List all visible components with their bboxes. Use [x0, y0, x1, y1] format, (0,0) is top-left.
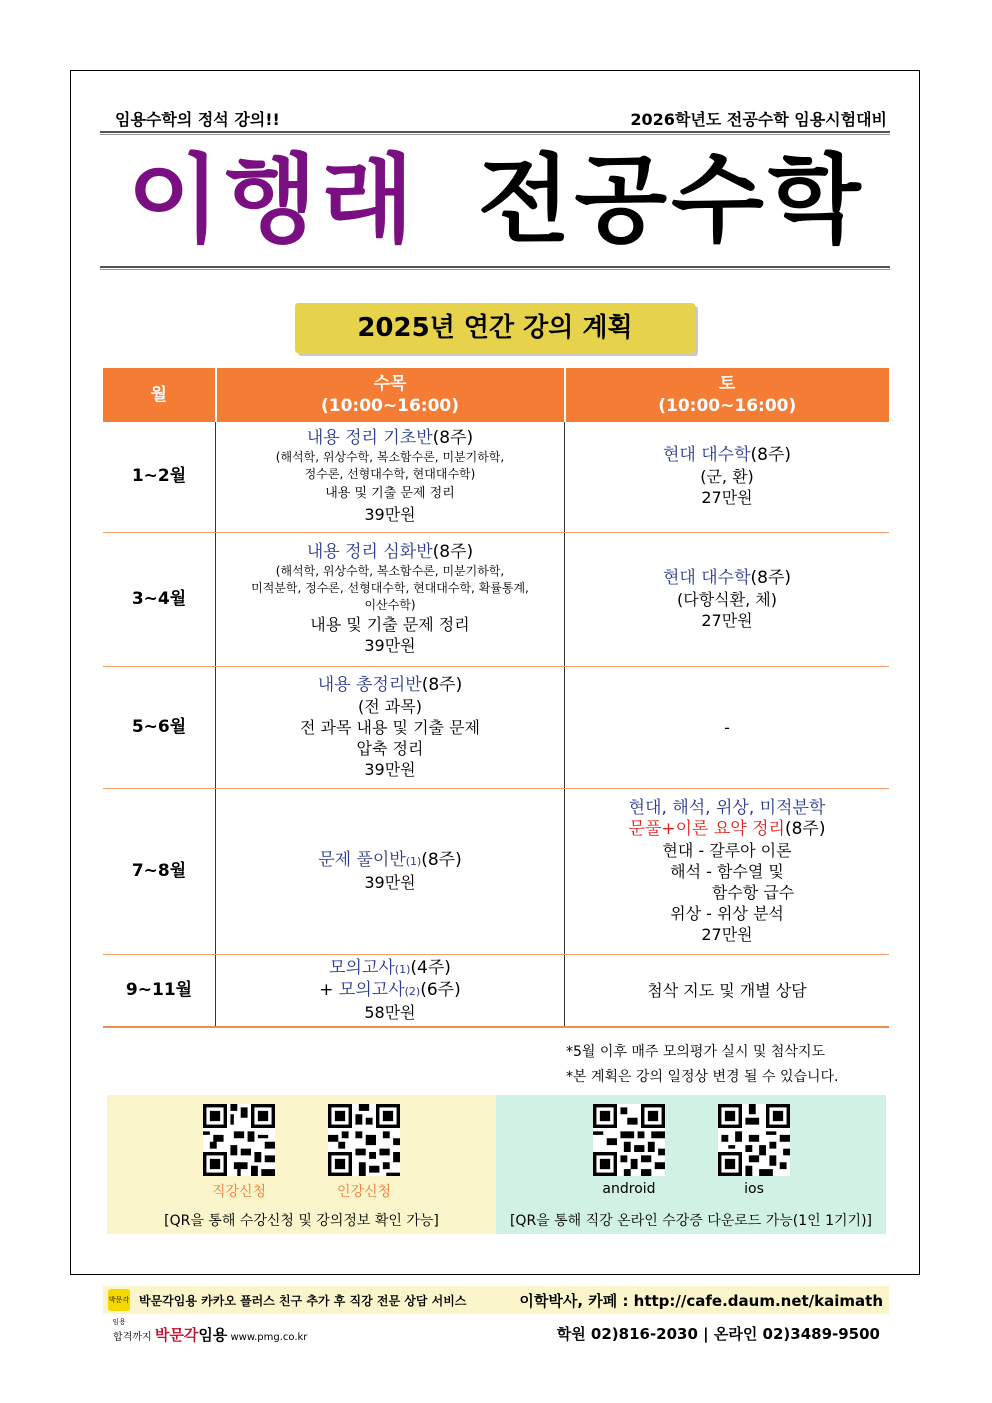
- notes: [566, 1040, 839, 1090]
- divider: [100, 131, 890, 133]
- note-item: *5월 이후 매주 모의평가 실시 및 첨삭지도: [566, 1044, 825, 1060]
- qr-label-offline: 직강신청: [211, 1184, 267, 1200]
- title-name: 이행래: [127, 144, 418, 256]
- weekday-course: 문제 풀이반(1)(8주) 39만원: [216, 788, 565, 954]
- month-cell: 3~4월: [103, 532, 216, 666]
- saturday-course: -: [565, 666, 890, 788]
- saturday-course: 현대 대수학(8주) (다항식환, 체) 27만원: [565, 532, 890, 666]
- table-row: [103, 532, 889, 666]
- page-title: [0, 140, 992, 260]
- saturday-course: 첨삭 지도 및 개별 상담: [565, 954, 890, 1027]
- header-saturday: 토 (10:00~16:00): [565, 368, 890, 422]
- divider: [100, 266, 890, 268]
- qr-note: [QR을 통해 직강 온라인 수강증 다운로드 가능(1인 1기기)]: [509, 1213, 873, 1229]
- qr-note: [QR을 통해 수강신청 및 강의정보 확인 가능]: [164, 1213, 439, 1229]
- note-item: *본 계획은 강의 일정상 변경 될 수 있습니다.: [566, 1069, 839, 1085]
- phone-numbers: 학원 02)816-2030 | 온라인 02)3489-9500: [556, 1325, 880, 1343]
- table-row: [103, 666, 889, 788]
- kakao-icon[interactable]: 박문각임용: [108, 1289, 130, 1311]
- qr-panel-registration: [107, 1095, 496, 1234]
- table-row: [103, 954, 889, 1027]
- month-cell: 5~6월: [103, 666, 216, 788]
- brand-logo: 합격까지 박문각임용 www.pmg.co.kr: [113, 1326, 308, 1344]
- qr-code-icon[interactable]: [328, 1104, 400, 1176]
- plan-banner: 2025년 연간 강의 계획: [295, 303, 695, 353]
- exam-year-label: 2026학년도 전공수학 임용시험대비: [630, 110, 887, 129]
- month-cell: 9~11월: [103, 954, 216, 1027]
- weekday-course: 내용 총정리반(8주) (전 과목) 전 과목 내용 및 기출 문제 압축 정리 39만원: [216, 666, 565, 788]
- qr-section: [107, 1095, 886, 1234]
- title-subject: 전공수학: [477, 144, 865, 256]
- table-row: [103, 788, 889, 954]
- qr-code-icon[interactable]: [203, 1104, 275, 1176]
- qr-code-icon[interactable]: [718, 1104, 790, 1176]
- header-month: 월: [103, 368, 216, 422]
- table-header-row: [103, 368, 889, 422]
- saturday-course: 현대 대수학(8주) (군, 환) 27만원: [565, 422, 890, 532]
- tagline: 임용수학의 정석 강의!!: [115, 110, 280, 129]
- footer-contact-bar: [103, 1286, 889, 1326]
- divider: [100, 134, 890, 135]
- weekday-course: 내용 정리 심화반(8주) (해석학, 위상수학, 복소함수론, 미분기하학, 미적분학, 정수론, 선형대수학, 현대대수학, 확률통계, 이산수학) 내용 및 기출 문제 정리 39만원: [216, 532, 565, 666]
- qr-label-android: android: [602, 1181, 656, 1197]
- kakao-text: 박문각임용 카카오 플러스 친구 추가 후 직강 전문 상담 서비스: [139, 1294, 467, 1308]
- table-row: [103, 422, 889, 532]
- weekday-course: 모의고사(1)(4주) + 모의고사(2)(6주) 58만원: [216, 954, 565, 1027]
- cafe-link[interactable]: 이학박사, 카페 : http://cafe.daum.net/kaimath: [519, 1292, 883, 1310]
- schedule-table: [103, 368, 889, 1028]
- month-cell: 7~8월: [103, 788, 216, 954]
- qr-panel-app: [496, 1095, 886, 1234]
- qr-code-icon[interactable]: [593, 1104, 665, 1176]
- divider: [100, 269, 890, 270]
- weekday-course: 내용 정리 기초반(8주) (해석학, 위상수학, 복소함수론, 미분기하학, 정수론, 선형대수학, 현대대수학) 내용 및 기출 문제 정리 39만원: [216, 422, 565, 532]
- qr-label-ios: ios: [744, 1181, 764, 1197]
- qr-label-online: 인강신청: [336, 1184, 392, 1200]
- saturday-course: 현대, 해석, 위상, 미적분학 문풀+이론 요약 정리(8주) 현대 - 갈루아 이론 해석 - 함수열 및 함수항 급수 위상 - 위상 분석 27만원: [565, 788, 890, 954]
- month-cell: 1~2월: [103, 422, 216, 532]
- header-weekday: 수목 (10:00~16:00): [216, 368, 565, 422]
